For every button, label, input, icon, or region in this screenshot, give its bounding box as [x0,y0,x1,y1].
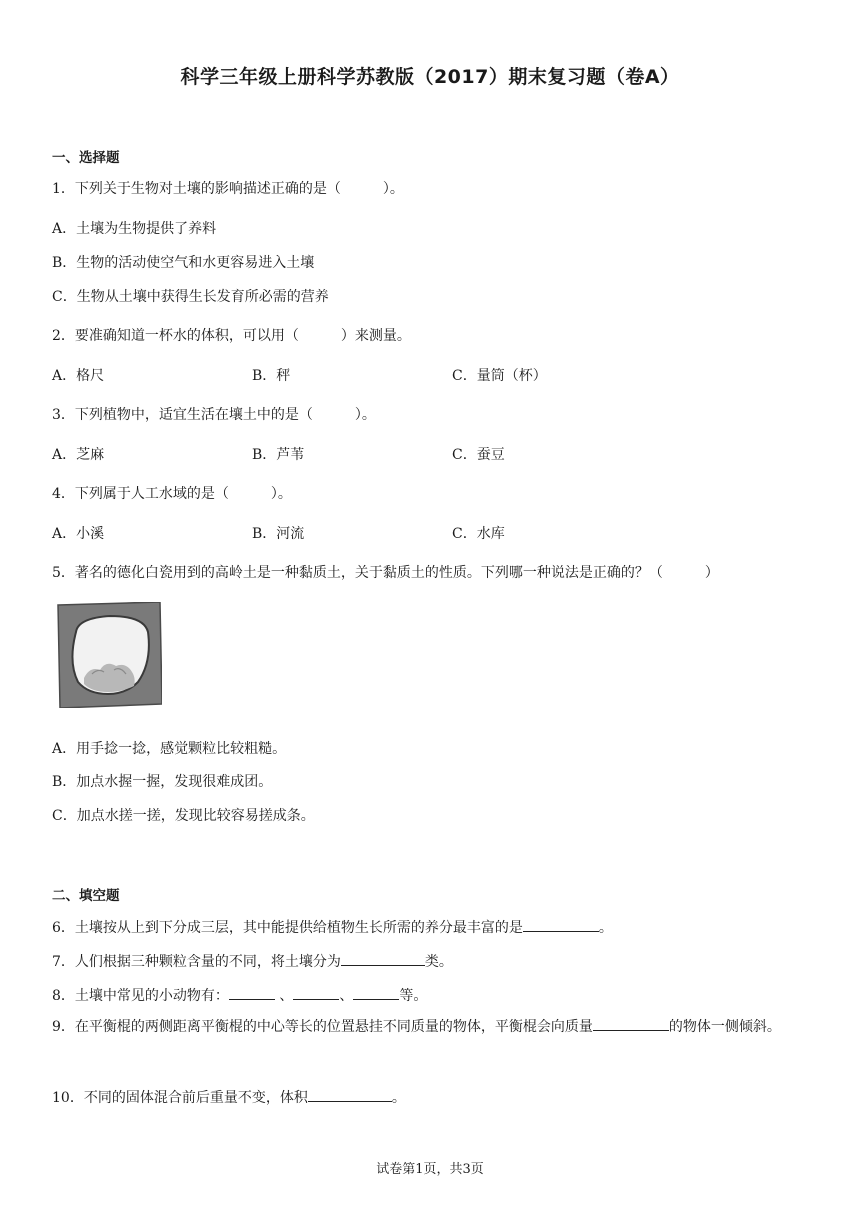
question-7 [52,951,453,971]
question-10 [52,1087,406,1107]
question-7-text: 7．人们根据三种颗粒含量的不同，将土壤分为 [52,954,341,970]
question-3-options [52,444,812,464]
question-5-option-c: C．加点水搓一搓，发现比较容易搓成条。 [52,808,315,824]
question-10-end: 。 [391,1090,406,1106]
question-10-text: 10．不同的固体混合前后重量不变，体积 [52,1090,308,1106]
question-4-option-c: C．水库 [452,526,505,542]
question-3-option-c: C．蚕豆 [452,447,505,463]
answer-blank[interactable] [293,985,339,1000]
answer-blank[interactable] [308,1087,392,1102]
question-4-options [52,523,812,543]
question-1-option-a: A．土壤为生物提供了养料 [52,221,217,237]
answer-blank[interactable] [341,951,425,966]
section-heading-fill: 二、填空题 [52,888,120,904]
section-heading-choice: 一、选择题 [52,150,120,166]
answer-blank[interactable] [593,1016,669,1031]
question-8-separator: 、 [339,988,354,1004]
question-2-option-b: B．秤 [252,368,291,384]
question-8 [52,985,427,1005]
question-9-end: 的物体一侧倾斜。 [668,1019,781,1035]
question-1-stem: 1．下列关于生物对土壤的影响描述正确的是（ ）。 [52,181,404,197]
question-2-stem: 2．要准确知道一杯水的体积，可以用（ ）来测量。 [52,328,411,344]
question-4-option-a: A．小溪 [52,526,105,542]
answer-blank[interactable] [229,985,275,1000]
question-1-option-b: B．生物的活动使空气和水更容易进入土壤 [52,255,315,271]
question-9 [52,1012,812,1043]
answer-blank[interactable] [353,985,399,1000]
page-title: 科学三年级上册科学苏教版（2017）期末复习题（卷A） [180,66,680,88]
question-8-separator: 、 [274,988,294,1004]
question-7-end: 类。 [424,954,453,970]
question-1-option-c: C．生物从土壤中获得生长发育所必需的营养 [52,289,329,305]
kaolin-jar-image [56,602,162,708]
question-6-text: 6．土壤按从上到下分成三层，其中能提供给植物生长所需的养分最丰富的是 [52,920,523,936]
question-2-option-a: A．格尺 [52,368,105,384]
answer-blank[interactable] [523,917,599,932]
page-footer: 试卷第1页，共3页 [376,1162,484,1177]
question-5-option-b: B．加点水握一握，发现很难成团。 [52,774,273,790]
question-4-option-b: B．河流 [252,526,305,542]
question-6 [52,917,613,937]
question-3-option-a: A．芝麻 [52,447,105,463]
question-5-stem: 5．著名的德化白瓷用到的高岭土是一种黏质土，关于黏质土的性质。下列哪一种说法是正确的？（ ） [52,565,719,581]
question-3-option-b: B．芦苇 [252,447,305,463]
question-4-stem: 4．下列属于人工水域的是（ ）。 [52,486,292,502]
question-2-options [52,365,812,385]
question-9-text: 9．在平衡棍的两侧距离平衡棍的中心等长的位置悬挂不同质量的物体，平衡棍会向质量 [52,1019,593,1035]
question-6-end: 。 [598,920,613,936]
question-8-text: 8．土壤中常见的小动物有： [52,988,229,1004]
question-5-option-a: A．用手捻一捻，感觉颗粒比较粗糙。 [52,741,287,757]
question-8-end: 等。 [399,988,428,1004]
question-3-stem: 3．下列植物中，适宜生活在壤土中的是（ ）。 [52,407,376,423]
question-2-option-c: C．量筒（杯） [452,368,547,384]
